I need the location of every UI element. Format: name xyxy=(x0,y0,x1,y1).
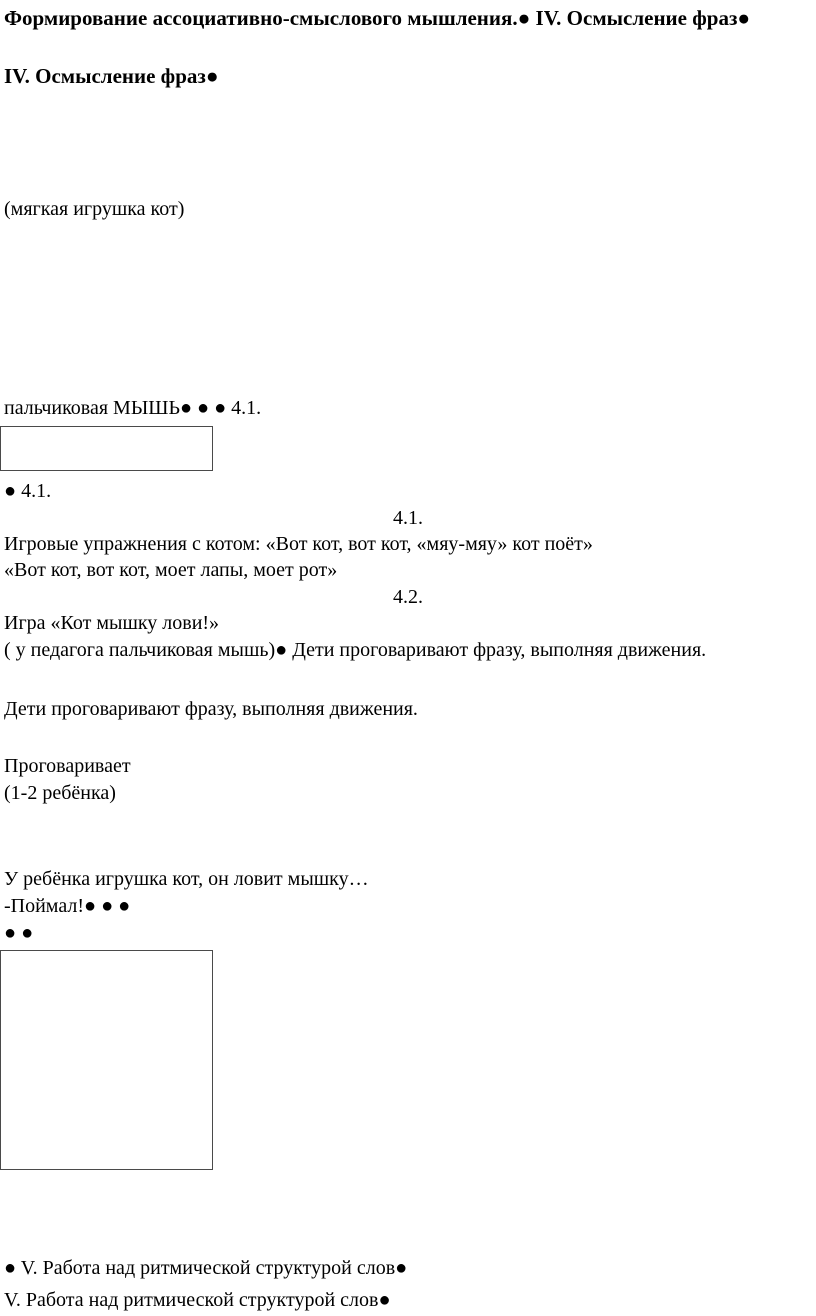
finger-mouse-line: пальчиковая МЫШЬ● ● ● 4.1. xyxy=(4,397,262,419)
bullet-41-line: ● 4.1. xyxy=(4,480,52,502)
children-repeat-line: Дети проговаривают фразу, выполняя движения. xyxy=(4,698,418,720)
doc-subheading: IV. Осмысление фраз● xyxy=(4,64,219,88)
doc-heading: Формирование ассоциативно-смыслового мышления.● IV. Осмысление фраз● xyxy=(4,6,751,30)
children-count-line: (1-2 ребёнка) xyxy=(4,782,116,804)
game-exercises-line1: Игровые упражнения с котом: «Вот кот, вот кот, «мяу-мяу» кот поёт» xyxy=(4,533,593,555)
soft-toy-note: (мягкая игрушка кот) xyxy=(4,198,185,220)
teacher-note: ( у педагога пальчиковая мышь)● Дети проговаривают фразу, выполняя движения. xyxy=(4,639,707,661)
pronounces-line: Проговаривает xyxy=(4,755,131,777)
bullets-only-line: ● ● xyxy=(4,922,34,944)
child-toy-line: У ребёнка игрушка кот, он ловит мышку… xyxy=(4,868,369,890)
placeholder-box-large xyxy=(0,950,213,1170)
game-title: Игра «Кот мышку лови!» xyxy=(4,612,220,634)
section-v-bulleted-line: ● V. Работа над ритмической структурой слов● xyxy=(4,1257,408,1279)
game-exercises-line2: «Вот кот, вот кот, моет лапы, моет рот» xyxy=(4,559,338,581)
section-v-line: V. Работа над ритмической структурой слов● xyxy=(4,1289,391,1311)
placeholder-box-small xyxy=(0,426,213,471)
caught-line: -Поймал!● ● ● xyxy=(4,895,131,917)
centered-42: 4.2. xyxy=(393,586,423,608)
centered-41: 4.1. xyxy=(393,507,423,529)
